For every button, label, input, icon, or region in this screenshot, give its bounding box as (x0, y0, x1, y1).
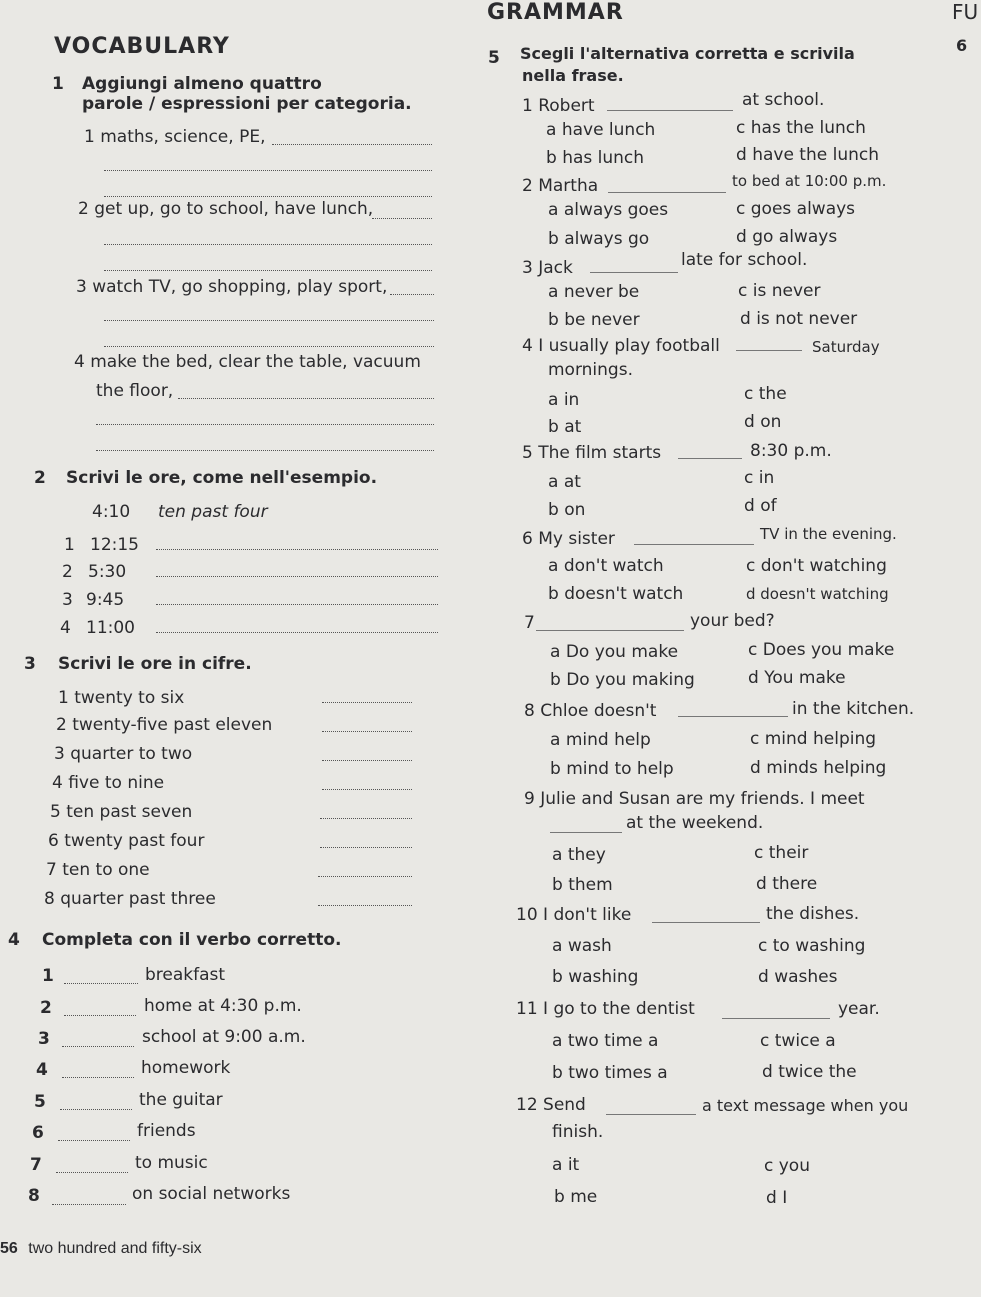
ex1-item-continued: the floor, (96, 381, 174, 401)
ex2-blank[interactable] (156, 632, 438, 633)
ex1-item: 4 make the bed, clear the table, vacuum (74, 352, 421, 372)
ex1-blank[interactable] (104, 320, 434, 321)
ex3-number: 3 (24, 654, 36, 674)
ex3-item: 4 five to nine (52, 773, 165, 793)
ex4-number: 4 (8, 930, 20, 950)
ex5-question-end: year. (838, 999, 880, 1019)
ex5-question: 10 I don't like (516, 905, 632, 925)
ex1-item: 2 get up, go to school, have lunch, (78, 199, 374, 219)
ex4-item-text: breakfast (145, 965, 226, 985)
ex4-blank[interactable] (64, 983, 138, 984)
ex4-item-number: 7 (30, 1155, 42, 1175)
ex5-question: 6 My sister (522, 529, 615, 549)
ex5-question: 5 The film starts (522, 443, 662, 463)
ex4-blank[interactable] (56, 1172, 128, 1173)
ex2-item-number: 2 (62, 562, 73, 582)
ex4-blank[interactable] (64, 1015, 136, 1016)
ex1-blank[interactable] (104, 346, 434, 347)
ex5-option: d of (744, 496, 777, 516)
ex4-blank[interactable] (62, 1046, 134, 1047)
ex5-option: d go always (736, 227, 838, 247)
ex5-question-end: at the weekend. (626, 813, 764, 833)
ex5-question: 11 I go to the dentist (516, 999, 695, 1019)
ex3-blank[interactable] (320, 847, 412, 848)
ex5-option: b them (552, 875, 613, 895)
ex5-option: d minds helping (750, 758, 887, 778)
ex3-blank[interactable] (320, 818, 412, 819)
ex5-option: c goes always (736, 199, 856, 219)
ex4-title: Completa con il verbo corretto. (42, 930, 342, 950)
ex5-option: a wash (552, 936, 612, 956)
ex2-item-number: 1 (64, 535, 75, 555)
ex5-option: d there (756, 874, 818, 894)
ex5-option: a two time a (552, 1031, 659, 1051)
ex5-option: b Do you making (550, 670, 695, 690)
ex2-item-time: 11:00 (86, 618, 135, 638)
ex5-option: d I (766, 1188, 788, 1208)
ex5-question-continued: finish. (552, 1122, 604, 1142)
ex5-question-end: to bed at 10:00 p.m. (732, 172, 887, 190)
ex4-item-text: home at 4:30 p.m. (144, 996, 302, 1016)
ex5-option: c the (744, 384, 787, 404)
ex3-item: 2 twenty-five past eleven (56, 715, 273, 735)
ex4-blank[interactable] (60, 1109, 132, 1110)
ex3-title: Scrivi le ore in cifre. (58, 654, 252, 674)
ex4-item-number: 2 (40, 998, 52, 1018)
ex1-blank[interactable] (372, 218, 432, 219)
ex5-option: b at (548, 417, 582, 437)
ex5-option: c their (754, 843, 809, 863)
ex5-question-end: at school. (742, 90, 825, 110)
ex5-answer-blank[interactable] (634, 544, 754, 545)
ex3-item: 6 twenty past four (48, 831, 205, 851)
ex5-option: a mind help (550, 730, 651, 750)
ex5-answer-blank[interactable] (590, 272, 678, 273)
ex5-option: c has the lunch (736, 118, 866, 138)
ex1-blank[interactable] (96, 450, 434, 451)
ex2-blank[interactable] (156, 549, 438, 550)
ex5-answer-blank[interactable] (736, 350, 802, 351)
ex5-question: 12 Send (516, 1095, 586, 1115)
ex3-blank[interactable] (322, 702, 412, 703)
ex5-title-line1: Scegli l'alternativa corretta e scrivila (520, 44, 855, 63)
ex4-blank[interactable] (62, 1077, 134, 1078)
ex4-item-number: 8 (28, 1186, 40, 1206)
ex1-item: 3 watch TV, go shopping, play sport, (76, 277, 388, 297)
ex3-item: 5 ten past seven (50, 802, 193, 822)
ex5-option: c is never (738, 281, 821, 301)
ex5-question-end: your bed? (690, 611, 775, 631)
ex5-option: a always goes (548, 200, 669, 220)
ex4-item-text: to music (135, 1153, 208, 1173)
ex5-question-end: a text message when you (702, 1096, 909, 1115)
ex5-option: c to washing (758, 936, 866, 956)
ex3-item: 7 ten to one (46, 860, 150, 880)
ex5-question: 7 (524, 613, 535, 633)
ex5-option: b two times a (552, 1063, 668, 1083)
ex1-blank[interactable] (272, 144, 432, 145)
ex4-item-number: 5 (34, 1092, 46, 1112)
ex5-question: 9 Julie and Susan are my friends. I meet (524, 789, 865, 809)
ex2-item-time: 12:15 (90, 535, 139, 555)
ex1-item: 1 maths, science, PE, (84, 127, 266, 147)
ex3-item: 8 quarter past three (44, 889, 216, 909)
ex5-option: a they (552, 845, 606, 865)
ex5-question-end: Saturday (812, 338, 880, 356)
ex5-option: c you (764, 1156, 810, 1176)
ex5-option: d washes (758, 967, 838, 987)
ex4-item-text: homework (141, 1058, 231, 1078)
ex1-title-line2: parole / espressioni per categoria. (82, 94, 412, 114)
ex5-option: c twice a (760, 1031, 836, 1051)
vocabulary-heading: VOCABULARY (54, 34, 230, 59)
page-number-words: two hundred and fifty-six (28, 1240, 202, 1257)
ex2-item-time: 5:30 (88, 562, 127, 582)
ex5-question-end: in the kitchen. (792, 699, 915, 719)
ex2-item-number: 4 (60, 618, 71, 638)
ex2-item-number: 3 (62, 590, 73, 610)
ex5-option: b me (554, 1187, 598, 1207)
ex1-title-line1: Aggiungi almeno quattro (82, 74, 322, 94)
ex4-item-text: friends (137, 1121, 196, 1141)
ex5-answer-blank[interactable] (678, 458, 742, 459)
ex5-question: 3 Jack (522, 258, 573, 278)
ex3-item: 3 quarter to two (54, 744, 193, 764)
grammar-heading: GRAMMAR (487, 0, 624, 25)
ex4-item-text: on social networks (132, 1184, 291, 1204)
ex5-option: b be never (548, 310, 640, 330)
ex5-option: c in (744, 468, 775, 488)
ex2-number: 2 (34, 468, 46, 488)
ex1-blank[interactable] (104, 196, 432, 197)
ex5-option: a at (548, 472, 581, 492)
ex5-option: c mind helping (750, 729, 877, 749)
ex1-number: 1 (52, 74, 64, 94)
ex5-question-continued: mornings. (548, 360, 633, 380)
ex5-option: b washing (552, 967, 639, 987)
ex5-answer-blank[interactable] (722, 1018, 830, 1019)
ex5-question-end: TV in the evening. (760, 525, 897, 543)
ex5-option: c Does you make (748, 640, 895, 660)
ex5-answer-blank[interactable] (607, 110, 733, 111)
ex1-blank[interactable] (178, 398, 434, 399)
ex5-answer-blank[interactable] (652, 922, 760, 923)
ex5-question-end: 8:30 p.m. (750, 441, 832, 461)
ex2-blank[interactable] (156, 604, 438, 605)
ex5-option: d on (744, 412, 782, 432)
ex3-blank[interactable] (322, 731, 412, 732)
ex5-question: 2 Martha (522, 176, 599, 196)
ex3-blank[interactable] (322, 789, 412, 790)
ex4-item-number: 3 (38, 1029, 50, 1049)
ex5-answer-blank[interactable] (608, 192, 726, 193)
ex4-blank[interactable] (58, 1140, 130, 1141)
ex5-option: b doesn't watch (548, 584, 684, 604)
ex5-option: b mind to help (550, 759, 674, 779)
ex3-blank[interactable] (318, 876, 412, 877)
ex5-number: 5 (488, 48, 500, 68)
ex5-question-end: late for school. (681, 250, 808, 270)
ex5-answer-blank[interactable] (550, 832, 622, 833)
ex5-option: d is not never (740, 309, 858, 329)
ex5-option: d doesn't watching (746, 585, 889, 603)
ex4-blank[interactable] (52, 1204, 126, 1205)
ex2-title: Scrivi le ore, come nell'esempio. (66, 468, 378, 488)
ex5-option: b on (548, 500, 586, 520)
ex5-question: 8 Chloe doesn't (524, 701, 657, 721)
ex5-answer-blank[interactable] (678, 716, 788, 717)
ex5-option: a have lunch (546, 120, 656, 140)
ex3-blank[interactable] (322, 760, 412, 761)
page-footer (0, 1240, 202, 1258)
ex5-question: 4 I usually play football (522, 336, 720, 356)
ex1-blank[interactable] (104, 244, 432, 245)
corner-fu: FU (952, 0, 979, 24)
ex1-blank[interactable] (104, 170, 432, 171)
ex4-item-number: 6 (32, 1123, 44, 1143)
ex5-option: c don't watching (746, 556, 887, 576)
ex5-option: a never be (548, 282, 640, 302)
ex1-blank[interactable] (104, 270, 432, 271)
ex4-item-text: the guitar (139, 1090, 223, 1110)
ex5-option: a don't watch (548, 556, 664, 576)
ex5-question-end: the dishes. (766, 904, 860, 924)
ex5-option: a in (548, 390, 580, 410)
ex5-option: b has lunch (546, 148, 645, 168)
ex2-item-time: 9:45 (86, 590, 125, 610)
ex5-answer-blank[interactable] (536, 630, 684, 631)
page-number: 56 (0, 1240, 18, 1257)
ex2-example-answer: ten past four (158, 502, 268, 522)
ex5-answer-blank[interactable] (606, 1114, 696, 1115)
ex5-option: a it (552, 1155, 580, 1175)
ex5-title-line2: nella frase. (522, 66, 624, 85)
ex5-option: d You make (748, 668, 846, 688)
ex2-blank[interactable] (156, 576, 438, 577)
ex1-blank[interactable] (390, 294, 434, 295)
corner-number: 6 (956, 36, 968, 55)
ex5-option: d have the lunch (736, 145, 880, 165)
ex4-item-text: school at 9:00 a.m. (142, 1027, 306, 1047)
ex1-blank[interactable] (96, 424, 434, 425)
ex2-example-time: 4:10 (92, 502, 131, 522)
ex3-item: 1 twenty to six (58, 688, 185, 708)
ex3-blank[interactable] (318, 905, 412, 906)
ex5-option: a Do you make (550, 642, 679, 662)
ex5-option: d twice the (762, 1062, 857, 1082)
ex5-question: 1 Robert (522, 96, 595, 116)
ex4-item-number: 4 (36, 1060, 48, 1080)
ex5-option: b always go (548, 229, 650, 249)
ex4-item-number: 1 (42, 966, 54, 986)
